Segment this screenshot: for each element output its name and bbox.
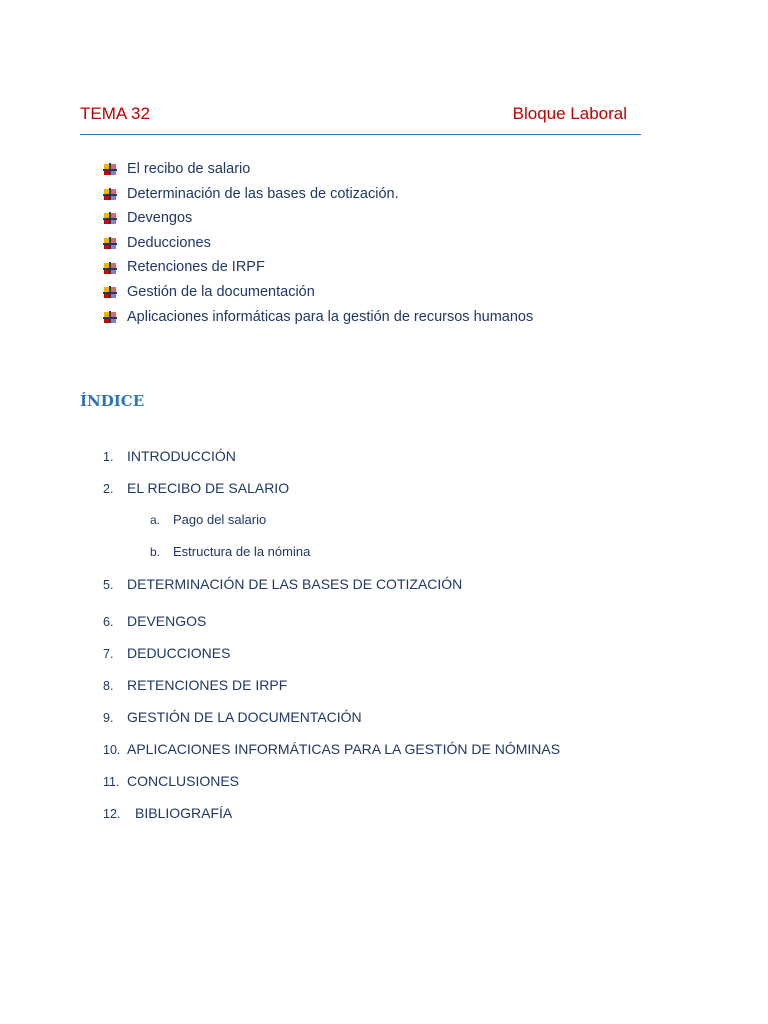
toc-label: EL RECIBO DE SALARIO	[127, 480, 290, 496]
header-block-name: Bloque Laboral	[512, 104, 627, 123]
topic-item	[103, 280, 533, 305]
toc-subitem	[150, 544, 310, 559]
topic-label: Gestión de la documentación	[127, 283, 315, 300]
toc-number: 10.	[103, 743, 121, 757]
bullet-icon	[103, 187, 117, 201]
toc-item	[103, 576, 462, 592]
toc-number: 6.	[103, 615, 114, 629]
topic-label: Determinación de las bases de cotización.	[127, 185, 399, 202]
toc-number: 5.	[103, 578, 114, 592]
toc-label: APLICACIONES INFORMÁTICAS PARA LA GESTIÓN DE NÓMINAS	[127, 741, 561, 757]
toc-item	[103, 645, 230, 661]
toc-label: INTRODUCCIÓN	[127, 448, 236, 464]
topic-list	[103, 157, 533, 329]
toc-number: 12.	[103, 807, 121, 821]
header-topic-number: TEMA 32	[80, 104, 150, 123]
topic-label: Deducciones	[127, 234, 211, 251]
bullet-icon	[103, 211, 117, 225]
topic-label: Devengos	[127, 210, 193, 227]
toc-number: 8.	[103, 679, 114, 693]
toc-label: DEVENGOS	[127, 613, 207, 629]
toc-item	[103, 805, 232, 821]
toc-number: a.	[150, 513, 161, 527]
toc-number: 2.	[103, 482, 114, 496]
toc-label: GESTIÓN DE LA DOCUMENTACIÓN	[127, 709, 362, 725]
toc-label: BIBLIOGRAFÍA	[135, 805, 233, 821]
bullet-icon	[103, 162, 117, 176]
toc-number: 9.	[103, 711, 114, 725]
topic-label: El recibo de salario	[127, 161, 251, 177]
toc-label: CONCLUSIONES	[127, 773, 240, 789]
toc-label: RETENCIONES DE IRPF	[127, 677, 288, 693]
toc-label: Estructura de la nómina	[173, 544, 311, 559]
toc-label: DETERMINACIÓN DE LAS BASES DE COTIZACIÓN	[127, 576, 463, 592]
topic-item	[103, 231, 533, 256]
toc-number: 1.	[103, 450, 114, 464]
topic-item	[103, 157, 533, 182]
topic-item	[103, 182, 533, 207]
topic-label: Aplicaciones informáticas para la gestión de recursos humanos	[127, 308, 534, 325]
toc-number: 7.	[103, 647, 114, 661]
bullet-icon	[103, 236, 117, 250]
toc-label: Pago del salario	[173, 512, 267, 527]
toc-item	[103, 709, 362, 725]
toc-item	[103, 480, 289, 496]
bullet-icon	[103, 261, 117, 275]
index-title: ÍNDICE	[80, 392, 145, 410]
topic-item	[103, 305, 533, 330]
topic-item	[103, 255, 533, 280]
bullet-icon	[103, 310, 117, 324]
topic-label: Retenciones de IRPF	[127, 259, 265, 276]
bullet-icon	[103, 285, 117, 299]
toc-item	[103, 448, 236, 464]
topic-item	[103, 206, 533, 231]
toc-subitem	[150, 512, 266, 527]
page-header	[80, 100, 641, 135]
toc-label: DEDUCCIONES	[127, 645, 231, 661]
toc-number: 11.	[103, 775, 120, 789]
toc-number: b.	[150, 545, 161, 559]
toc-item	[103, 773, 239, 789]
toc-item	[103, 613, 206, 629]
toc-item	[103, 741, 560, 757]
toc-item	[103, 677, 287, 693]
